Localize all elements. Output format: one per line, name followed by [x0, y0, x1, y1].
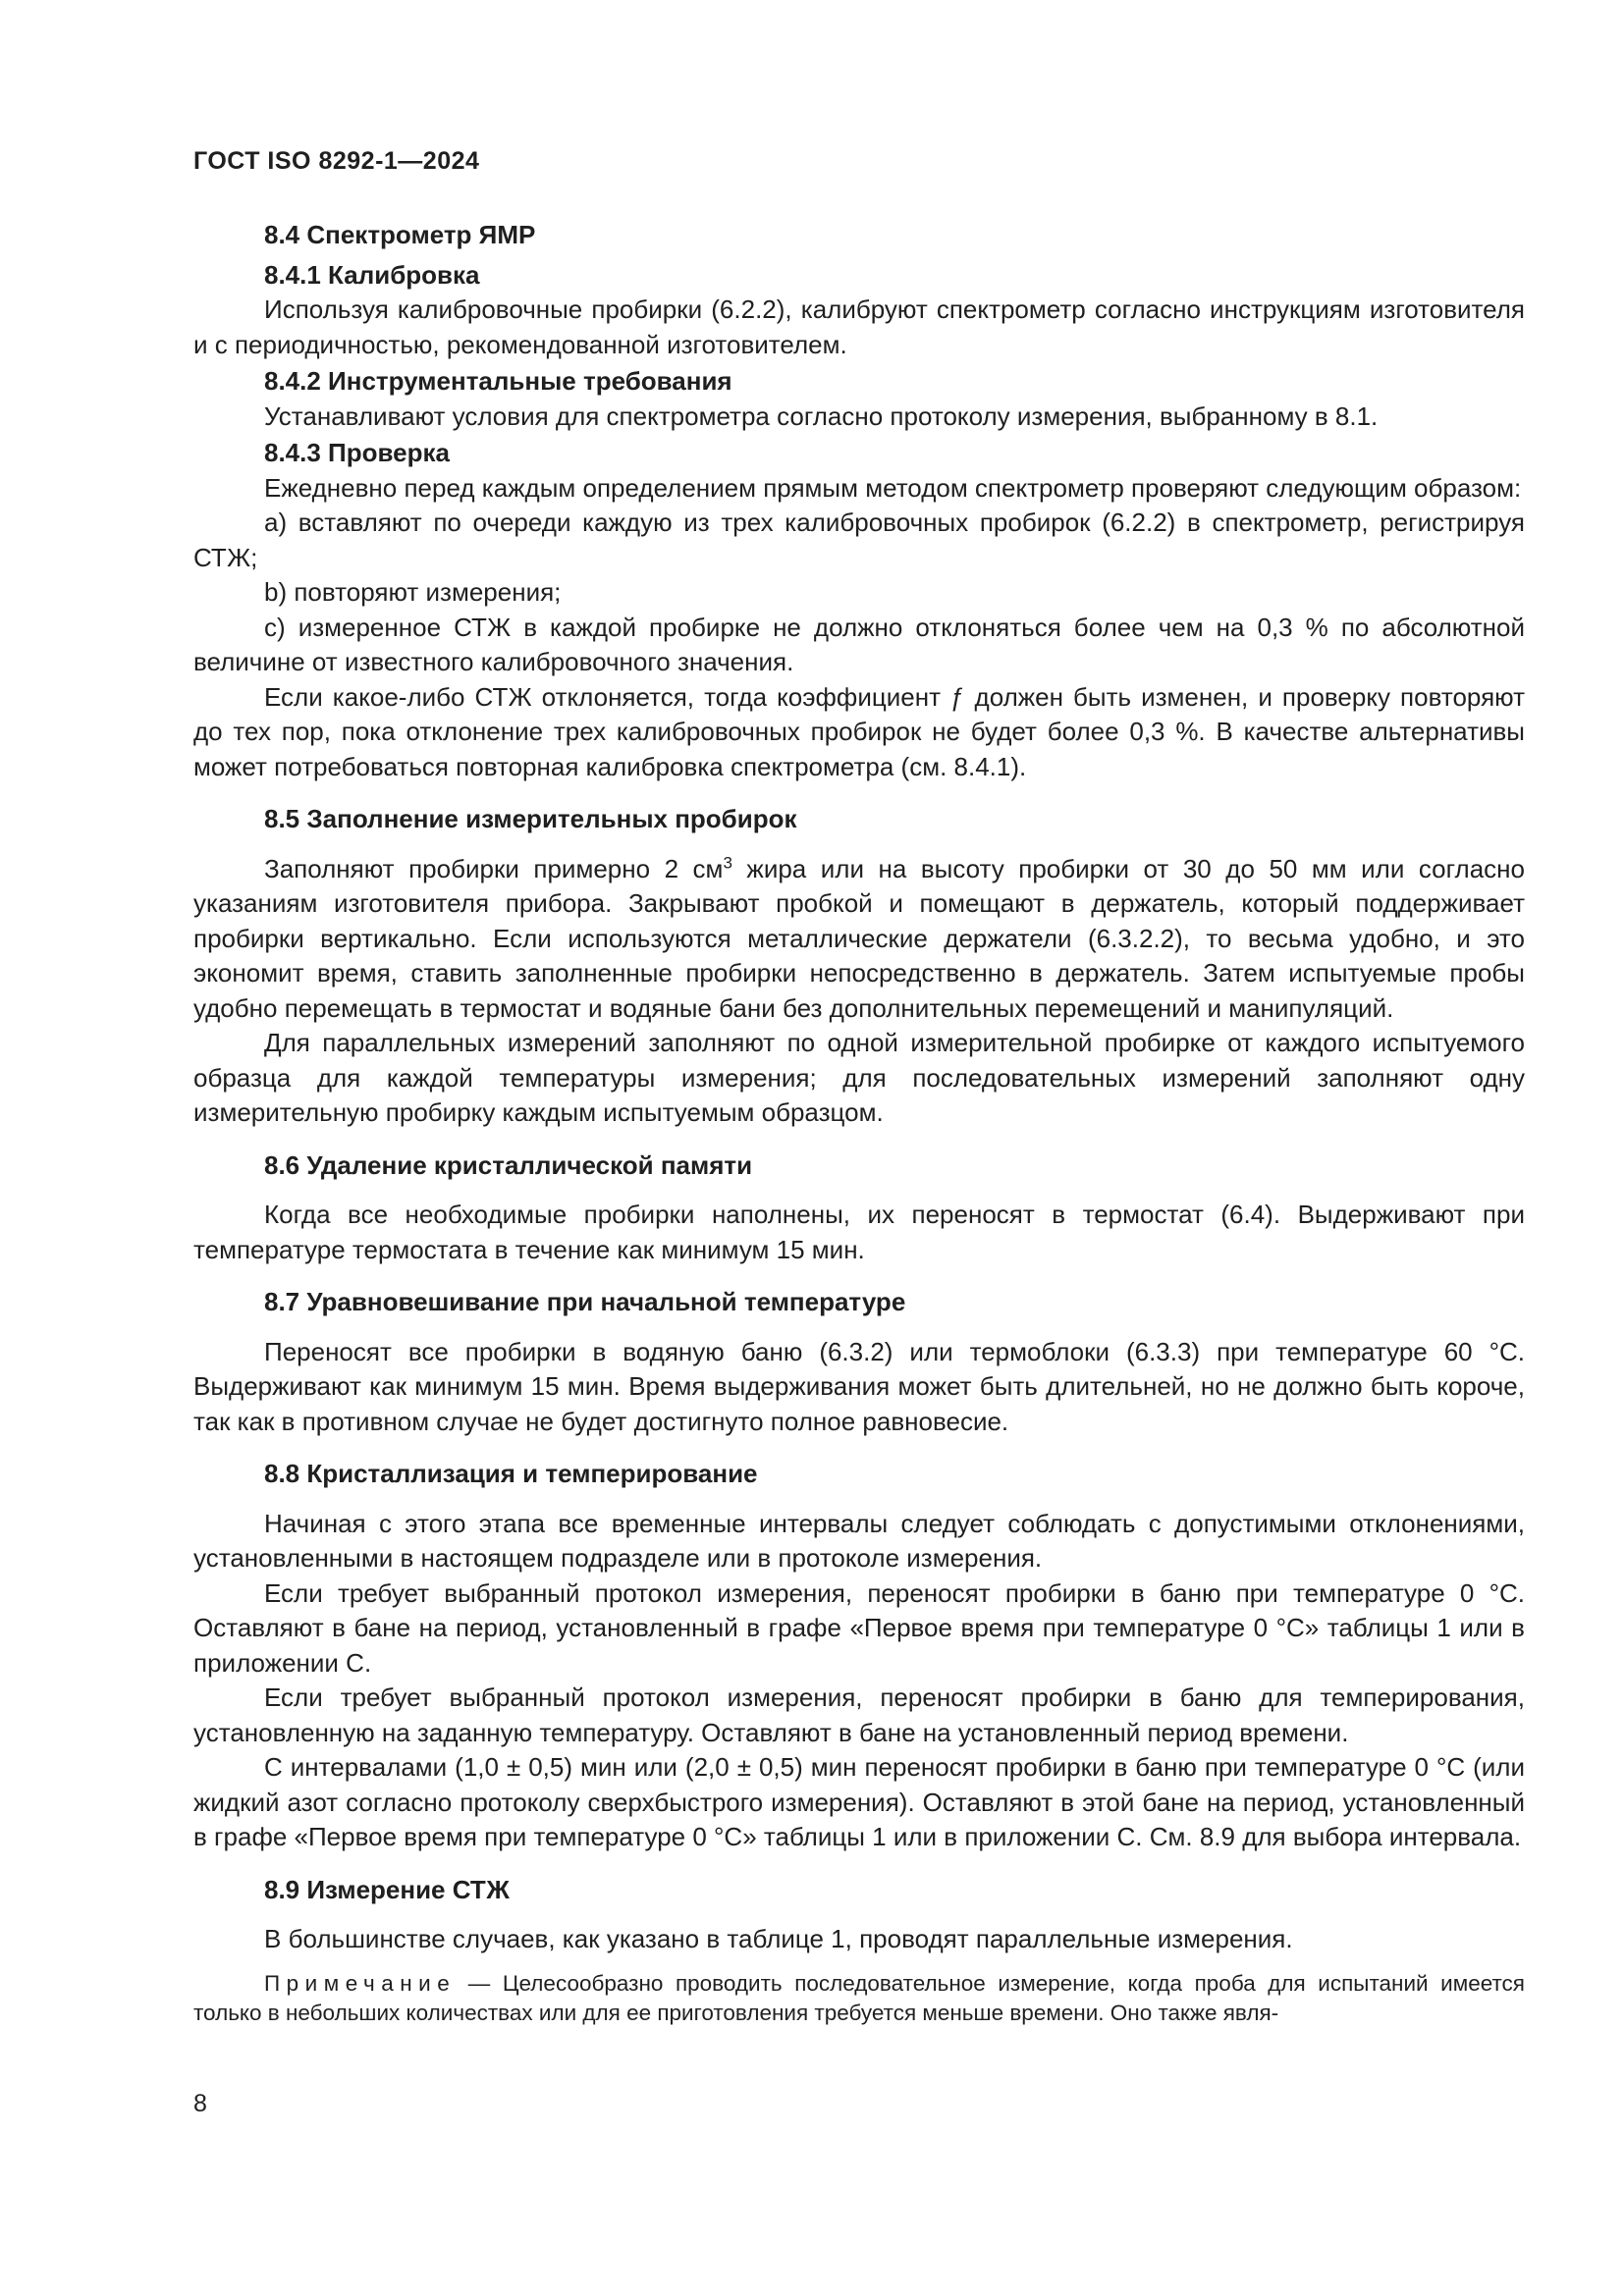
note-label: Примечание — [264, 1970, 457, 1996]
paragraph: Устанавливают условия для спектрометра согласно протоколу измерения, выбранному в 8.1. — [264, 400, 1379, 431]
paragraph: С интервалами (1,0 ± 0,5) мин или (2,0 ± 0,5) мин переносят пробирки в баню при температуре 0 °С (или жидкий азот согласно протоколу сверхбыстрого измерения). Оставляют в этой бане на период, установленный в графе «Первое время при температуре 0 °С» таблицы 1 или в приложении С. См. 8.9 для выбора интервала. — [193, 1752, 1525, 1851]
paragraph: Когда все необходимые пробирки наполнены, их переносят в термостат (6.4). Выдерживают при температуре термостата в течение как минимум 15 мин. — [193, 1200, 1525, 1264]
paragraph: Начиная с этого этапа все временные интервалы следует соблюдать с допустимыми отклонениями, установленными в настоящем подразделе или в протоколе измерения. — [193, 1508, 1525, 1573]
paragraph: Для параллельных измерений заполняют по одной измерительной пробирке от каждого испытуемого образца для каждой температуры измерения; для последовательных измерений заполняют одну измерительную пробирку каждым испытуемым образцом. — [193, 1028, 1525, 1127]
paragraph: Если требует выбранный протокол измерения, переносят пробирки в баню для темперирования, установленную на заданную температуру. Оставляют в бане на установленный период времени. — [193, 1682, 1525, 1747]
superscript: 3 — [723, 852, 732, 872]
list-item-a: а) вставляют по очереди каждую из трех калибровочных пробирок (6.2.2) в спектрометр, регистрируя СТЖ; — [193, 507, 1525, 572]
note — [193, 1969, 1525, 2028]
list-item-b: b) повторяют измерения; — [264, 577, 562, 607]
section-heading-8-5: 8.5 Заполнение измерительных пробирок — [264, 804, 797, 833]
paragraph: Переносят все пробирки в водяную баню (6.3.2) или термоблоки (6.3.3) при температуре 60 °С. Выдерживают как минимум 15 мин. Время выдерживания может быть длительней, но не должно быть короче, так как в противном случае не будет достигнуто полное равновесие. — [193, 1336, 1525, 1436]
subsection-heading-8-4-1: 8.4.1 Калибровка — [264, 259, 480, 290]
paragraph — [193, 852, 1525, 1027]
document-header: ГОСТ ISO 8292-1—2024 — [193, 147, 480, 175]
paragraph: В большинстве случаев, как указано в таблице 1, проводят параллельные измерения. — [264, 1924, 1293, 1953]
note-text: — Целесообразно проводить последовательное измерение, когда проба для испытаний имеется только в небольших количествах или для ее приготовления требуется меньше времени. Оно также явля- — [193, 1970, 1525, 2025]
section-heading-8-4: 8.4 Спектрометр ЯМР — [264, 220, 536, 249]
paragraph: Если какое-либо СТЖ отклоняется, тогда коэффициент ƒ должен быть изменен, и проверку повторяют до тех пор, пока отклонение трех калибровочных пробирок не будет более 0,3 %. В качестве альтернативы может потребоваться повторная калибровка спектрометра (см. 8.4.1). — [193, 681, 1525, 781]
paragraph-text: Заполняют пробирки примерно 2 см — [264, 853, 724, 883]
paragraph: Используя калибровочные пробирки (6.2.2), калибруют спектрометр согласно инструкциям изготовителя и с периодичностью, рекомендованной изготовителем. — [193, 294, 1525, 359]
paragraph: Ежедневно перед каждым определением прямым методом спектрометр проверяют следующим образом: — [264, 472, 1522, 503]
section-heading-8-7: 8.7 Уравновешивание при начальной температуре — [264, 1287, 906, 1316]
paragraph-text: жира или на высоту пробирки от 30 до 50 мм или согласно указаниям изготовителя прибора. Закрывают пробкой и помещают в держатель, который поддерживает пробирки вертикально. Если используются металлические держатели (6.3.2.2), то весьма удобно, и это экономит время, ставить заполненные пробирки непосредственно в держатель. Затем испытуемые пробы удобно перемещать в термостат и водяные бани без дополнительных перемещений и манипуляций. — [193, 853, 1525, 1023]
subsection-heading-8-4-3: 8.4.3 Проверка — [264, 438, 450, 467]
page-number: 8 — [193, 2090, 207, 2117]
document-body — [193, 218, 1525, 2028]
paragraph: Если требует выбранный протокол измерения, переносят пробирки в баню при температуре 0 °С. Оставляют в бане на период, установленный в графе «Первое время при температуре 0 °С» таблицы 1 или в приложении С. — [193, 1577, 1525, 1678]
list-item-c: с) измеренное СТЖ в каждой пробирке не должно отклоняться более чем на 0,3 % по абсолютной величине от известного калибровочного значения. — [193, 612, 1525, 676]
subsection-heading-8-4-2: 8.4.2 Инструментальные требования — [264, 366, 732, 396]
section-heading-8-8: 8.8 Кристаллизация и темперирование — [264, 1459, 758, 1488]
section-heading-8-9: 8.9 Измерение СТЖ — [264, 1874, 510, 1904]
section-heading-8-6: 8.6 Удаление кристаллической памяти — [264, 1149, 753, 1180]
